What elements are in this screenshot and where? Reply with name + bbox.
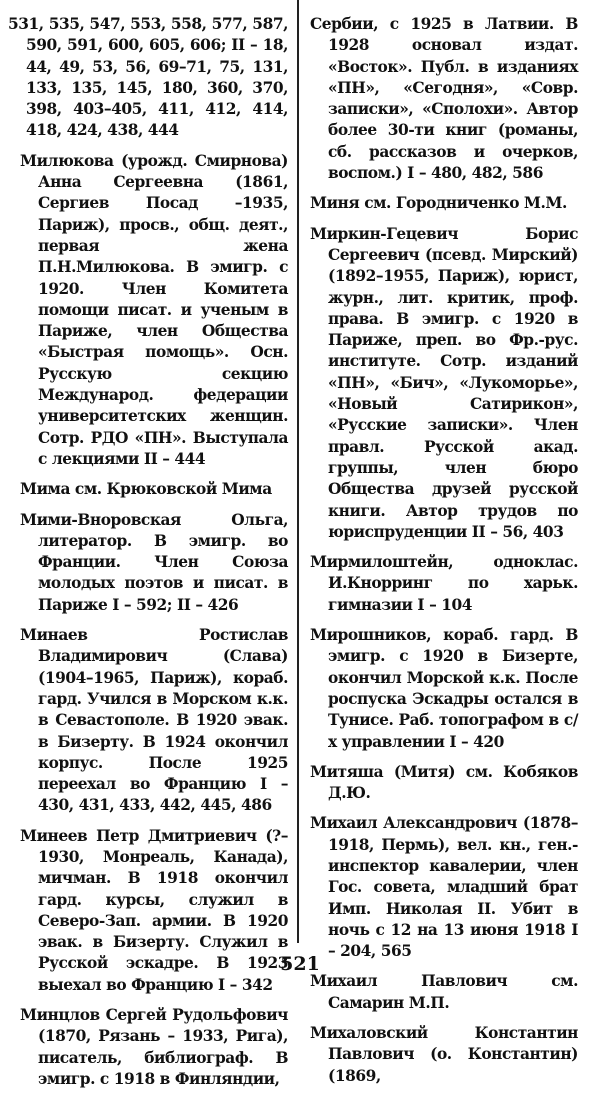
index-entry: Мими-Вноровская Ольга, литератор. В эмигр. во Франции. Член Союза молодых поэтов и писат. в Париже I – 592; II – 426 xyxy=(20,510,288,614)
index-entry: Минцлов Сергей Рудольфович (1870, Рязань – 1933, Рига), писатель, библиограф. В эмигр. с 1918 в Финляндии, xyxy=(20,1006,288,1088)
index-entry: Миркин-Гецевич Борис Сергеевич (псевд. Мирский) (1892–1955, Париж), юрист, журн., лит. критик, проф. права. В эмигр. с 1920 в Париже, преп. во Фр.-рус. институте. Сотр. изданий «ПН», «Бич», «Лукоморье», «Новый Сатирикон», «Русские записки». Член правл. Русской акад. группы, член бюро Общества друзей русской книги. Автор трудов по юриспруденции II – 56, 403 xyxy=(310,224,578,541)
index-entry: Сербии, с 1925 в Латвии. В 1928 основал издат. «Восток». Публ. в изданиях «ПН», «Сегодня», «Совр. записки», «Сполохи». Автор более 30-ти книг (романы, сб. рассказов и очерков, воспом.) I – 480, 482, 586 xyxy=(310,15,578,183)
index-entry: Митяша (Митя) см. Кобяков Д.Ю. xyxy=(310,762,578,803)
index-entry: Михаловский Константин Павлович (о. Константин) (1869, xyxy=(310,1024,578,1085)
left-column xyxy=(8,14,288,1099)
index-entry: Михаил Александрович (1878–1918, Пермь), вел. кн., ген.-инспектор кавалерии, член Гос. совета, младший брат Имп. Николая II. Убит в ночь с 12 на 13 июня 1918 I – 204, 565 xyxy=(310,814,578,961)
page-number: 521 xyxy=(280,953,320,975)
index-entry: Миня см. Городниченко М.М. xyxy=(310,194,567,213)
column-divider xyxy=(297,0,299,943)
index-entry: Мирмилоштейн, одноклас. И.Кнорринг по харьк. гимназии I – 104 xyxy=(310,553,578,614)
index-entry: Минаев Ростислав Владимирович (Слава) (1904–1965, Париж), кораб. гард. Учился в Морском к.к. в Севастополе. В 1920 эвак. в Бизерту. В 1924 окончил корпус. После 1925 переехал во Францию I – 430, 431, 433, 442, 445, 486 xyxy=(20,626,288,815)
index-entry: 531, 535, 547, 553, 558, 577, 587, 590, 591, 600, 605, 606; II – 18, 44, 49, 53, 56, 69–71, 75, 131, 133, 135, 145, 180, 360, 370, 398, 403–405, 411, 412, 414, 418, 424, 438, 444 xyxy=(8,15,288,140)
index-entry: Милюкова (урожд. Смирнова) Анна Сергеевна (1861, Сергиев Посад –1935, Париж), просв., общ. деят., первая жена П.Н.Милюкова. В эмигр. с 1920. Член Комитета помощи писат. и ученым в Париже, член Общества «Быстрая помощь». Осн. Русскую секцию Международ. федерации университетских женщин. Сотр. РДО «ПН». Выступала с лекциями II – 444 xyxy=(20,151,288,468)
index-entry: Минеев Петр Дмитриевич (?–1930, Монреаль, Канада), мичман. В 1918 окончил гард. курсы, служил в Северо-Зап. армии. В 1920 эвак. в Бизерту. Служил в Русской эскадре. В 1923 выехал во Францию I – 342 xyxy=(20,826,288,994)
right-column xyxy=(310,14,578,1096)
index-entry: Мирошников, кораб. гард. В эмигр. с 1920 в Бизерте, окончил Морской к.к. После роспуска Эскадры остался в Тунисе. Раб. топографом в с/х управлении I – 420 xyxy=(310,626,578,751)
index-entry: Михаил Павлович см. Самарин М.П. xyxy=(310,972,578,1012)
index-entry: Мима см. Крюковской Мима xyxy=(20,480,272,499)
